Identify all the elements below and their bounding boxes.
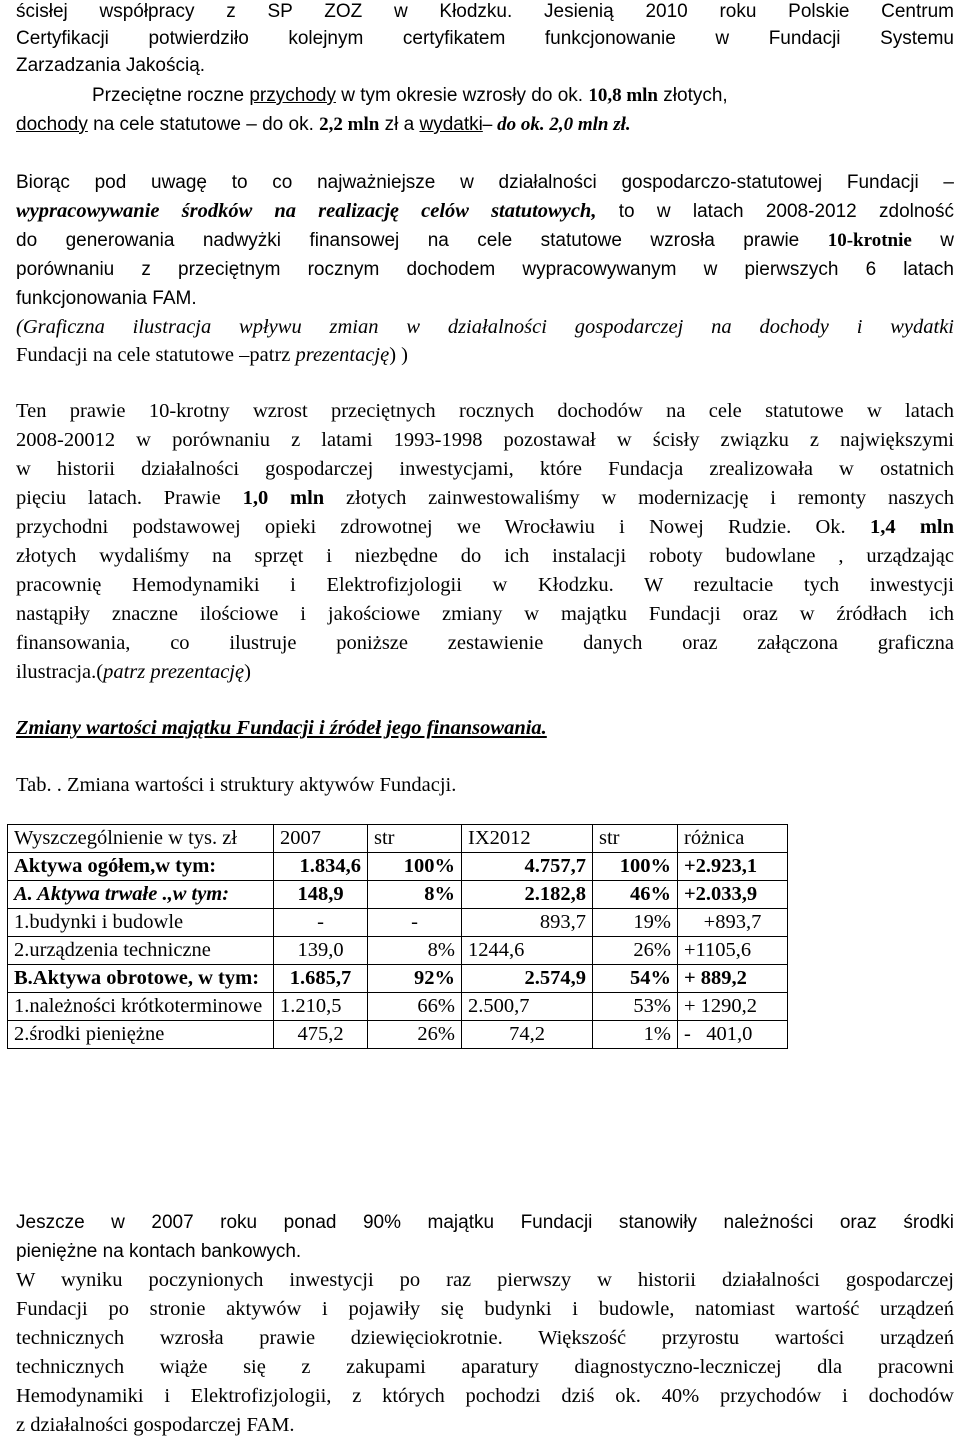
- paragraph-4-line-4: Fundacji po stronie aktywów i pojawiły się budynki i budowle, natomiast wartość urządzeń: [16, 1298, 954, 1320]
- table-cell: 148,9: [274, 881, 368, 909]
- paragraph-4-line-2: pieniężne na kontach bankowych.: [16, 1241, 302, 1262]
- paragraph-3-line-10: [16, 658, 251, 687]
- table-cell: 1.685,7: [274, 965, 368, 993]
- text-span: ilustracja.(: [16, 661, 104, 683]
- table-header-cell: str: [368, 825, 462, 853]
- text-span: złotych,: [658, 85, 728, 106]
- table-cell: 100%: [593, 853, 678, 881]
- paragraph-4-line-8: z działalności gospodarczej FAM.: [16, 1414, 295, 1436]
- assets-table: [7, 824, 788, 1049]
- table-cell: 19%: [593, 909, 678, 937]
- table-cell: 893,7: [462, 909, 593, 937]
- table-cell: 2.182,8: [462, 881, 593, 909]
- paragraph-2-line-1: Biorąc pod uwagę to co najważniejsze w działalności gospodarczo-statutowej Fundacji –: [16, 172, 954, 193]
- paragraph-2-line-6: (Graficzna ilustracja wpływu zmian w działalności gospodarczej na dochody i wydatki: [16, 316, 954, 338]
- table-cell: 4.757,7: [462, 853, 593, 881]
- text-span: w: [911, 230, 954, 251]
- paragraph-2-line-4: porównaniu z przeciętnym rocznym dochodem wypracowywanym w pierwszych 6 latach: [16, 259, 954, 280]
- value-modernization: 1,0 mln: [242, 487, 325, 509]
- text-span: Fundacji na cele statutowe –patrz: [16, 344, 296, 366]
- table-header-cell: Wyszczególnienie w tys. zł: [8, 825, 274, 853]
- value-revenue: 10,8 mln: [588, 85, 658, 106]
- section-heading: Zmiany wartości majątku Fundacji i źródeł jego finansowania.: [16, 717, 547, 739]
- table-cell: 2.urządzenia techniczne: [8, 937, 274, 965]
- presentation-reference: prezentację: [295, 344, 390, 366]
- table-cell: 100%: [368, 853, 462, 881]
- table-cell: 74,2: [462, 1021, 593, 1049]
- table-row: [8, 937, 788, 965]
- table-cell: -: [274, 909, 368, 937]
- text-span: złotych zainwestowaliśmy w modernizację i remonty naszych: [324, 487, 954, 509]
- keyword-dochody: dochody: [16, 114, 88, 135]
- keyword-przychody: przychody: [249, 85, 336, 106]
- text-span: w tym okresie wzrosły do ok.: [335, 85, 589, 106]
- table-cell: +2.033,9: [678, 881, 788, 909]
- paragraph-1-line-1: ścisłej współpracy z SP ZOZ w Kłodzku. Jesienią 2010 roku Polskie Centrum: [16, 1, 954, 22]
- value-equipment: 1,4 mln: [869, 516, 954, 538]
- text-span: ) ): [389, 344, 409, 366]
- table-header-cell: IX2012: [462, 825, 593, 853]
- table-cell: 54%: [593, 965, 678, 993]
- text-span: pięciu latach. Prawie: [16, 487, 243, 509]
- paragraph-3-line-4: [16, 484, 954, 513]
- paragraph-2-line-7: [16, 341, 408, 370]
- paragraph-1-line-3: Zarzadzania Jakością.: [16, 55, 206, 76]
- table-cell: 1244,6: [462, 937, 593, 965]
- paragraph-4-line-5: technicznych wzrosła prawie dziewięciokrotnie. Większość przyrostu wartości urządzeń: [16, 1327, 954, 1349]
- paragraph-3-line-9: finansowania, co ilustruje poniższe zestawienie danych oraz załączona graficzna: [16, 632, 954, 654]
- table-cell: 1.należności krótkoterminowe: [8, 993, 274, 1021]
- value-income: 2,2 mln: [319, 114, 380, 135]
- table-cell: +1105,6: [678, 937, 788, 965]
- table-cell: 475,2: [274, 1021, 368, 1049]
- table-cell: Aktywa ogółem,w tym:: [8, 853, 274, 881]
- table-cell: +893,7: [678, 909, 788, 937]
- table-cell: 92%: [368, 965, 462, 993]
- paragraph-3-line-6: złotych wydaliśmy na sprzęt i niezbędne do ich instalacji roboty budowlane , urządzając: [16, 545, 954, 567]
- text-span: zł a: [379, 114, 420, 135]
- table-cell: 2.500,7: [462, 993, 593, 1021]
- paragraph-1-line-5: [16, 110, 631, 139]
- paragraph-4-line-7: Hemodynamiki i Elektrofizjologii, z których pochodzi dziś ok. 40% przychodów i dochodów: [16, 1385, 954, 1407]
- paragraph-3-line-3: w historii działalności gospodarczej inwestycjami, które Fundacja zrealizowała w ostatnich: [16, 458, 954, 480]
- value-expenses: – do ok. 2,0 mln zł.: [482, 114, 631, 135]
- table-row: [8, 881, 788, 909]
- paragraph-4-line-1: Jeszcze w 2007 roku ponad 90% majątku Fundacji stanowiły należności oraz środki: [16, 1212, 954, 1233]
- table-header-cell: różnica: [678, 825, 788, 853]
- table-row: [8, 1021, 788, 1049]
- table-cell: 26%: [368, 1021, 462, 1049]
- table-cell: 1.budynki i budowle: [8, 909, 274, 937]
- table-header-cell: 2007: [274, 825, 368, 853]
- keyword-wydatki: wydatki: [419, 114, 483, 135]
- table-cell: 8%: [368, 937, 462, 965]
- text-span: przychodni podstawowej opieki zdrowotnej we Wrocławiu i Nowej Rudzie. Ok.: [16, 516, 870, 538]
- paragraph-4-line-6: technicznych wiąże się z zakupami aparatury diagnostyczno-leczniczej dla pracowni: [16, 1356, 954, 1378]
- paragraph-2-line-5: funkcjonowania FAM.: [16, 288, 197, 309]
- table-cell: 139,0: [274, 937, 368, 965]
- table-cell: + 889,2: [678, 965, 788, 993]
- text-span: ): [244, 661, 251, 683]
- table-cell: A. Aktywa trwałe .,w tym:: [8, 881, 274, 909]
- paragraph-1-line-2: Certyfikacji potwierdziło kolejnym certyfikatem funkcjonowanie w Fundacji Systemu: [16, 28, 954, 49]
- paragraph-3-line-5: [16, 513, 954, 542]
- text-span: do generowania nadwyżki finansowej na cele statutowe wzrosła prawie: [16, 230, 828, 251]
- table-cell: 66%: [368, 993, 462, 1021]
- table-cell: 1.834,6: [274, 853, 368, 881]
- paragraph-3-line-2: 2008-20012 w porównaniu z latami 1993-1998 pozostawał w ścisły związku z największymi: [16, 429, 954, 451]
- text-span: to w latach 2008-2012 zdolność: [596, 201, 954, 222]
- table-row: [8, 853, 788, 881]
- table-row: [8, 909, 788, 937]
- text-span: na cele statutowe – do ok.: [87, 114, 320, 135]
- table-cell: +2.923,1: [678, 853, 788, 881]
- value-tenfold: 10-krotnie: [827, 230, 912, 251]
- paragraph-3-line-1: Ten prawie 10-krotny wzrost przeciętnych rocznych dochodów na cele statutowe w latach: [16, 400, 954, 422]
- table-row: [8, 993, 788, 1021]
- table-cell: 1%: [593, 1021, 678, 1049]
- table-cell: B.Aktywa obrotowe, w tym:: [8, 965, 274, 993]
- presentation-reference: patrz prezentację: [103, 661, 245, 683]
- table-caption: Tab. . Zmiana wartości i struktury aktywów Fundacji.: [16, 774, 457, 796]
- emphasis-text: wypracowywanie środków na realizację celów statutowych,: [16, 200, 597, 222]
- paragraph-1-line-4: [92, 81, 728, 110]
- table-cell: 2.574,9: [462, 965, 593, 993]
- paragraph-3-line-7: pracownię Hemodynamiki i Elektrofizjologii w Kłodzku. W rezultacie tych inwestycji: [16, 574, 954, 596]
- table-header-row: [8, 825, 788, 853]
- table-cell: 26%: [593, 937, 678, 965]
- table-cell: 46%: [593, 881, 678, 909]
- table-cell: 8%: [368, 881, 462, 909]
- table-header-cell: str: [593, 825, 678, 853]
- paragraph-2-line-2: [16, 197, 954, 226]
- table-cell: - 401,0: [678, 1021, 788, 1049]
- paragraph-3-line-8: nastąpiły znaczne ilościowe i jakościowe zmiany w majątku Fundacji oraz w źródłach ich: [16, 603, 954, 625]
- paragraph-4-line-3: W wyniku poczynionych inwestycji po raz pierwszy w historii działalności gospodarczej: [16, 1269, 954, 1291]
- table-cell: 53%: [593, 993, 678, 1021]
- table-cell: + 1290,2: [678, 993, 788, 1021]
- text-span: Przeciętne roczne: [92, 85, 250, 106]
- table-cell: -: [368, 909, 462, 937]
- paragraph-2-line-3: [16, 226, 954, 255]
- table-cell: 1.210,5: [274, 993, 368, 1021]
- table-cell: 2.środki pieniężne: [8, 1021, 274, 1049]
- table-row: [8, 965, 788, 993]
